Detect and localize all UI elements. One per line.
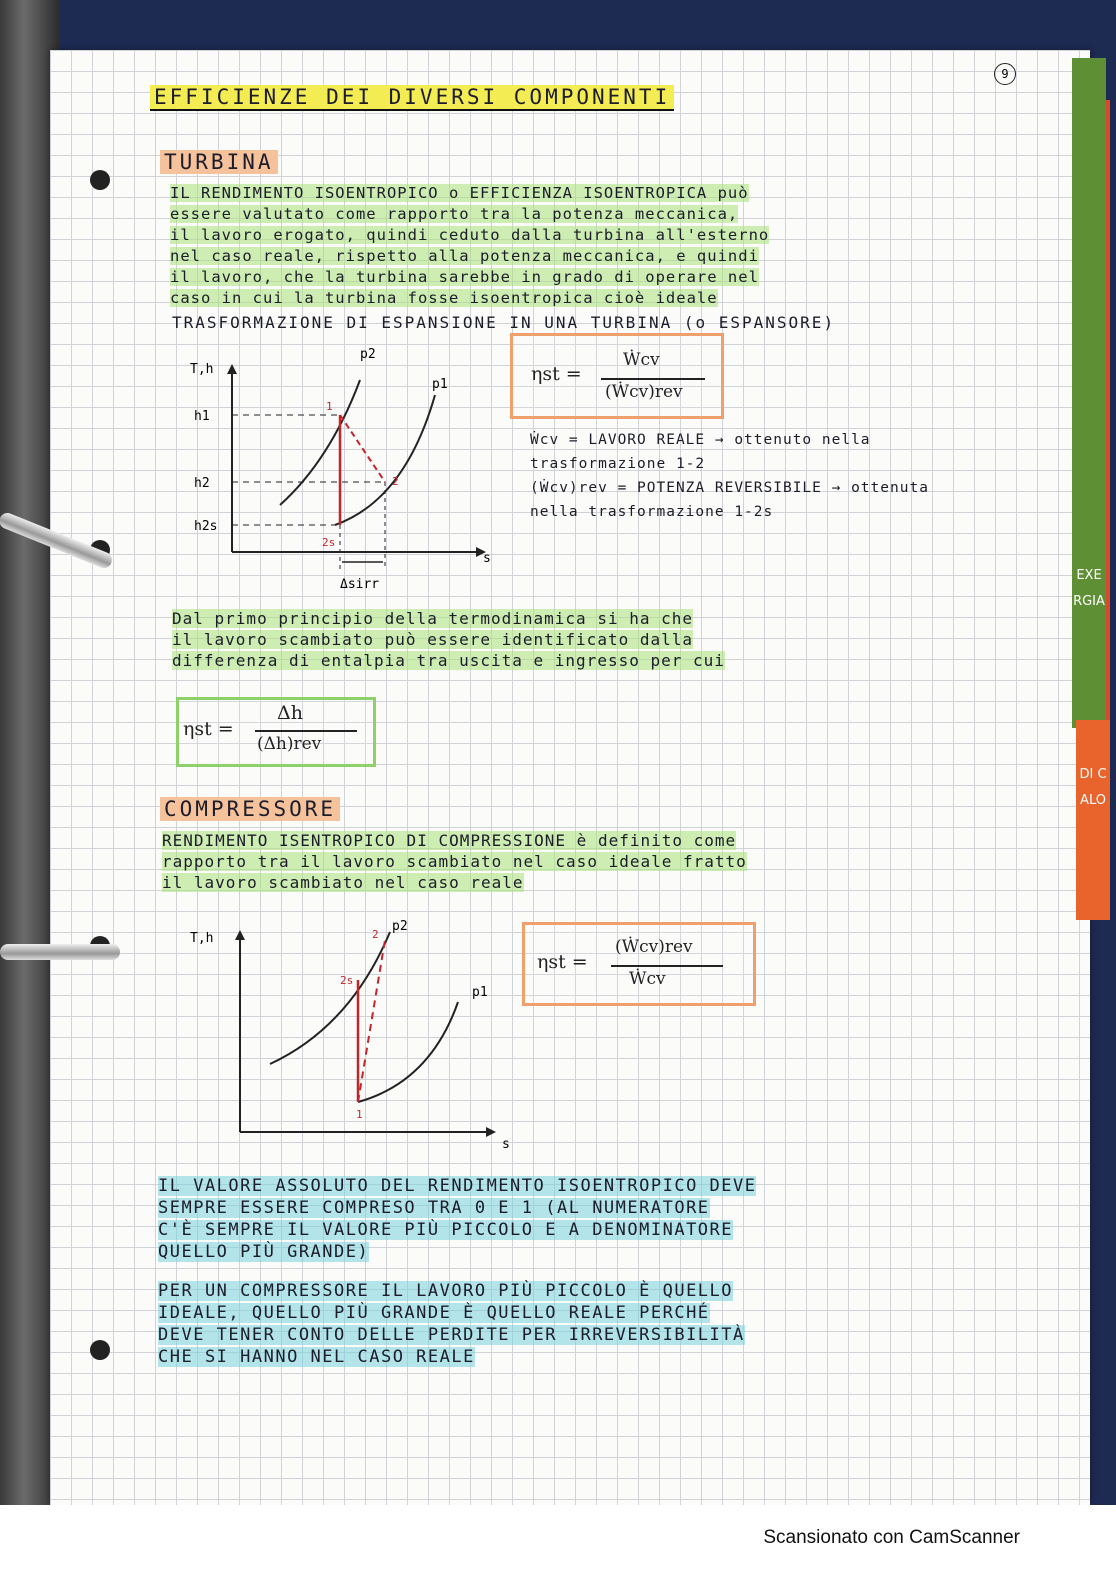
label-delta-s-irr: Δsirr	[340, 577, 380, 592]
text-line: caso in cui la turbina fosse isoentropica cioè ideale	[170, 289, 718, 307]
turbina-subheading: TRASFORMAZIONE DI ESPANSIONE IN UNA TURBINA (o ESPANSORE)	[172, 313, 836, 332]
point-2: 2	[372, 928, 379, 941]
text-line: il lavoro scambiato può essere identificato dalla	[172, 630, 694, 649]
text-line: C'È SEMPRE IL VALORE PIÙ PICCOLO E A DENOMINATORE	[158, 1220, 734, 1240]
fraction-bar	[601, 378, 705, 380]
label-h2: h2	[194, 476, 210, 491]
text-line: PER UN COMPRESSORE IL LAVORO PIÙ PICCOLO È QUELLO	[158, 1281, 734, 1301]
section-heading-compressore: COMPRESSORE	[160, 797, 340, 821]
compressore-note1	[158, 1175, 756, 1263]
turbine-efficiency-box	[510, 333, 724, 419]
isobar-p2	[270, 932, 390, 1064]
formula-numerator: Δh	[277, 702, 303, 724]
formula-denominator: (Δh)rev	[257, 734, 322, 754]
divider-tab-calore[interactable]	[1076, 720, 1110, 920]
text-line: nella trasformazione 1-2s	[530, 504, 774, 520]
compressor-efficiency-box	[522, 922, 756, 1006]
formula-denominator: Ẇcv	[629, 969, 666, 989]
text-line: trasformazione 1-2	[530, 456, 706, 472]
compressore-paragraph	[162, 830, 747, 893]
text-line: Dal primo principio della termodinamica si ha che	[172, 609, 694, 628]
text-line: IDEALE, QUELLO PIÙ GRANDE È QUELLO REALE PERCHÉ	[158, 1303, 710, 1323]
text-line: DEVE TENER CONTO DELLE PERDITE PER IRREVERSIBILITÀ	[158, 1325, 745, 1345]
x-axis-label: s	[483, 551, 491, 566]
formula-numerator: (Ẇcv)rev	[615, 937, 693, 957]
punch-hole	[90, 170, 110, 190]
formula-denominator: (Ẇcv)rev	[605, 382, 683, 402]
scanner-watermark-text: Scansionato con CamScanner	[763, 1527, 1020, 1548]
text-line: il lavoro erogato, quindi ceduto dalla turbina all'esterno	[170, 226, 770, 244]
text-line: essere valutato come rapporto tra la potenza meccanica,	[170, 205, 739, 223]
label-p1: p1	[432, 377, 448, 392]
y-axis-label: T,h	[190, 362, 214, 377]
fraction-bar	[255, 730, 357, 732]
page-title: EFFICIENZE DEI DIVERSI COMPONENTI	[150, 85, 674, 111]
compressor-ts-diagram	[180, 912, 520, 1152]
point-2s: 2s	[322, 536, 336, 549]
label-p2: p2	[360, 347, 376, 362]
text-line: SEMPRE ESSERE COMPRESO TRA 0 E 1 (AL NUMERATORE	[158, 1198, 710, 1218]
text-line: il lavoro scambiato nel caso reale	[162, 873, 524, 892]
formula-numerator: Ẇcv	[623, 350, 660, 370]
tab-label-calore: DI CALO	[1079, 767, 1107, 808]
formula-lhs: ηst =	[183, 718, 234, 740]
turbina-paragraph2	[172, 608, 725, 671]
point-1: 1	[356, 1108, 363, 1121]
tab-label-exergia: EXERGIA	[1073, 568, 1105, 609]
turbina-paragraph	[170, 183, 769, 309]
text-line: (Ẇcv)rev = POTENZA REVERSIBILE → ottenuta	[530, 480, 929, 496]
turbina-notes	[530, 428, 929, 524]
formula-lhs: ηst =	[531, 363, 582, 385]
x-axis-label: s	[502, 1137, 510, 1152]
text-line: IL RENDIMENTO ISOENTROPICO o EFFICIENZA ISOENTROPICA può	[170, 184, 749, 202]
y-axis-label: T,h	[190, 931, 214, 946]
page-number: 9	[994, 63, 1016, 85]
divider-tab-exergia[interactable]	[1072, 58, 1106, 728]
label-h1: h1	[194, 409, 210, 424]
text-line: IL VALORE ASSOLUTO DEL RENDIMENTO ISOENTROPICO DEVE	[158, 1176, 757, 1196]
text-line: rapporto tra il lavoro scambiato nel caso ideale fratto	[162, 852, 747, 871]
fraction-bar	[611, 965, 723, 967]
label-p2: p2	[392, 919, 408, 934]
punch-hole	[90, 1340, 110, 1360]
text-line: CHE SI HANNO NEL CASO REALE	[158, 1347, 475, 1367]
turbine-enthalpy-box	[176, 697, 376, 767]
binder-ring	[0, 944, 120, 960]
isobar-p1	[335, 395, 435, 525]
text-line: RENDIMENTO ISENTROPICO DI COMPRESSIONE è definito come	[162, 831, 737, 850]
compressore-note2	[158, 1280, 745, 1368]
text-line: QUELLO PIÙ GRANDE)	[158, 1242, 370, 1262]
point-2: 2	[392, 475, 399, 488]
text-line: nel caso reale, rispetto alla potenza meccanica, e quindi	[170, 247, 759, 265]
label-h2s: h2s	[194, 519, 218, 534]
section-heading-turbina: TURBINA	[160, 150, 278, 174]
text-line: Ẇcv = LAVORO REALE → ottenuto nella	[530, 432, 871, 448]
label-p1: p1	[472, 985, 488, 1000]
turbine-ts-diagram	[180, 340, 500, 600]
point-1: 1	[326, 400, 333, 413]
formula-lhs: ηst =	[537, 951, 588, 973]
scanner-footer	[0, 1505, 1116, 1579]
text-line: differenza di entalpia tra uscita e ingresso per cui	[172, 651, 725, 670]
point-2s: 2s	[340, 974, 354, 987]
isobar-p2	[280, 380, 360, 505]
text-line: il lavoro, che la turbina sarebbe in grado di operare nel	[170, 268, 759, 286]
